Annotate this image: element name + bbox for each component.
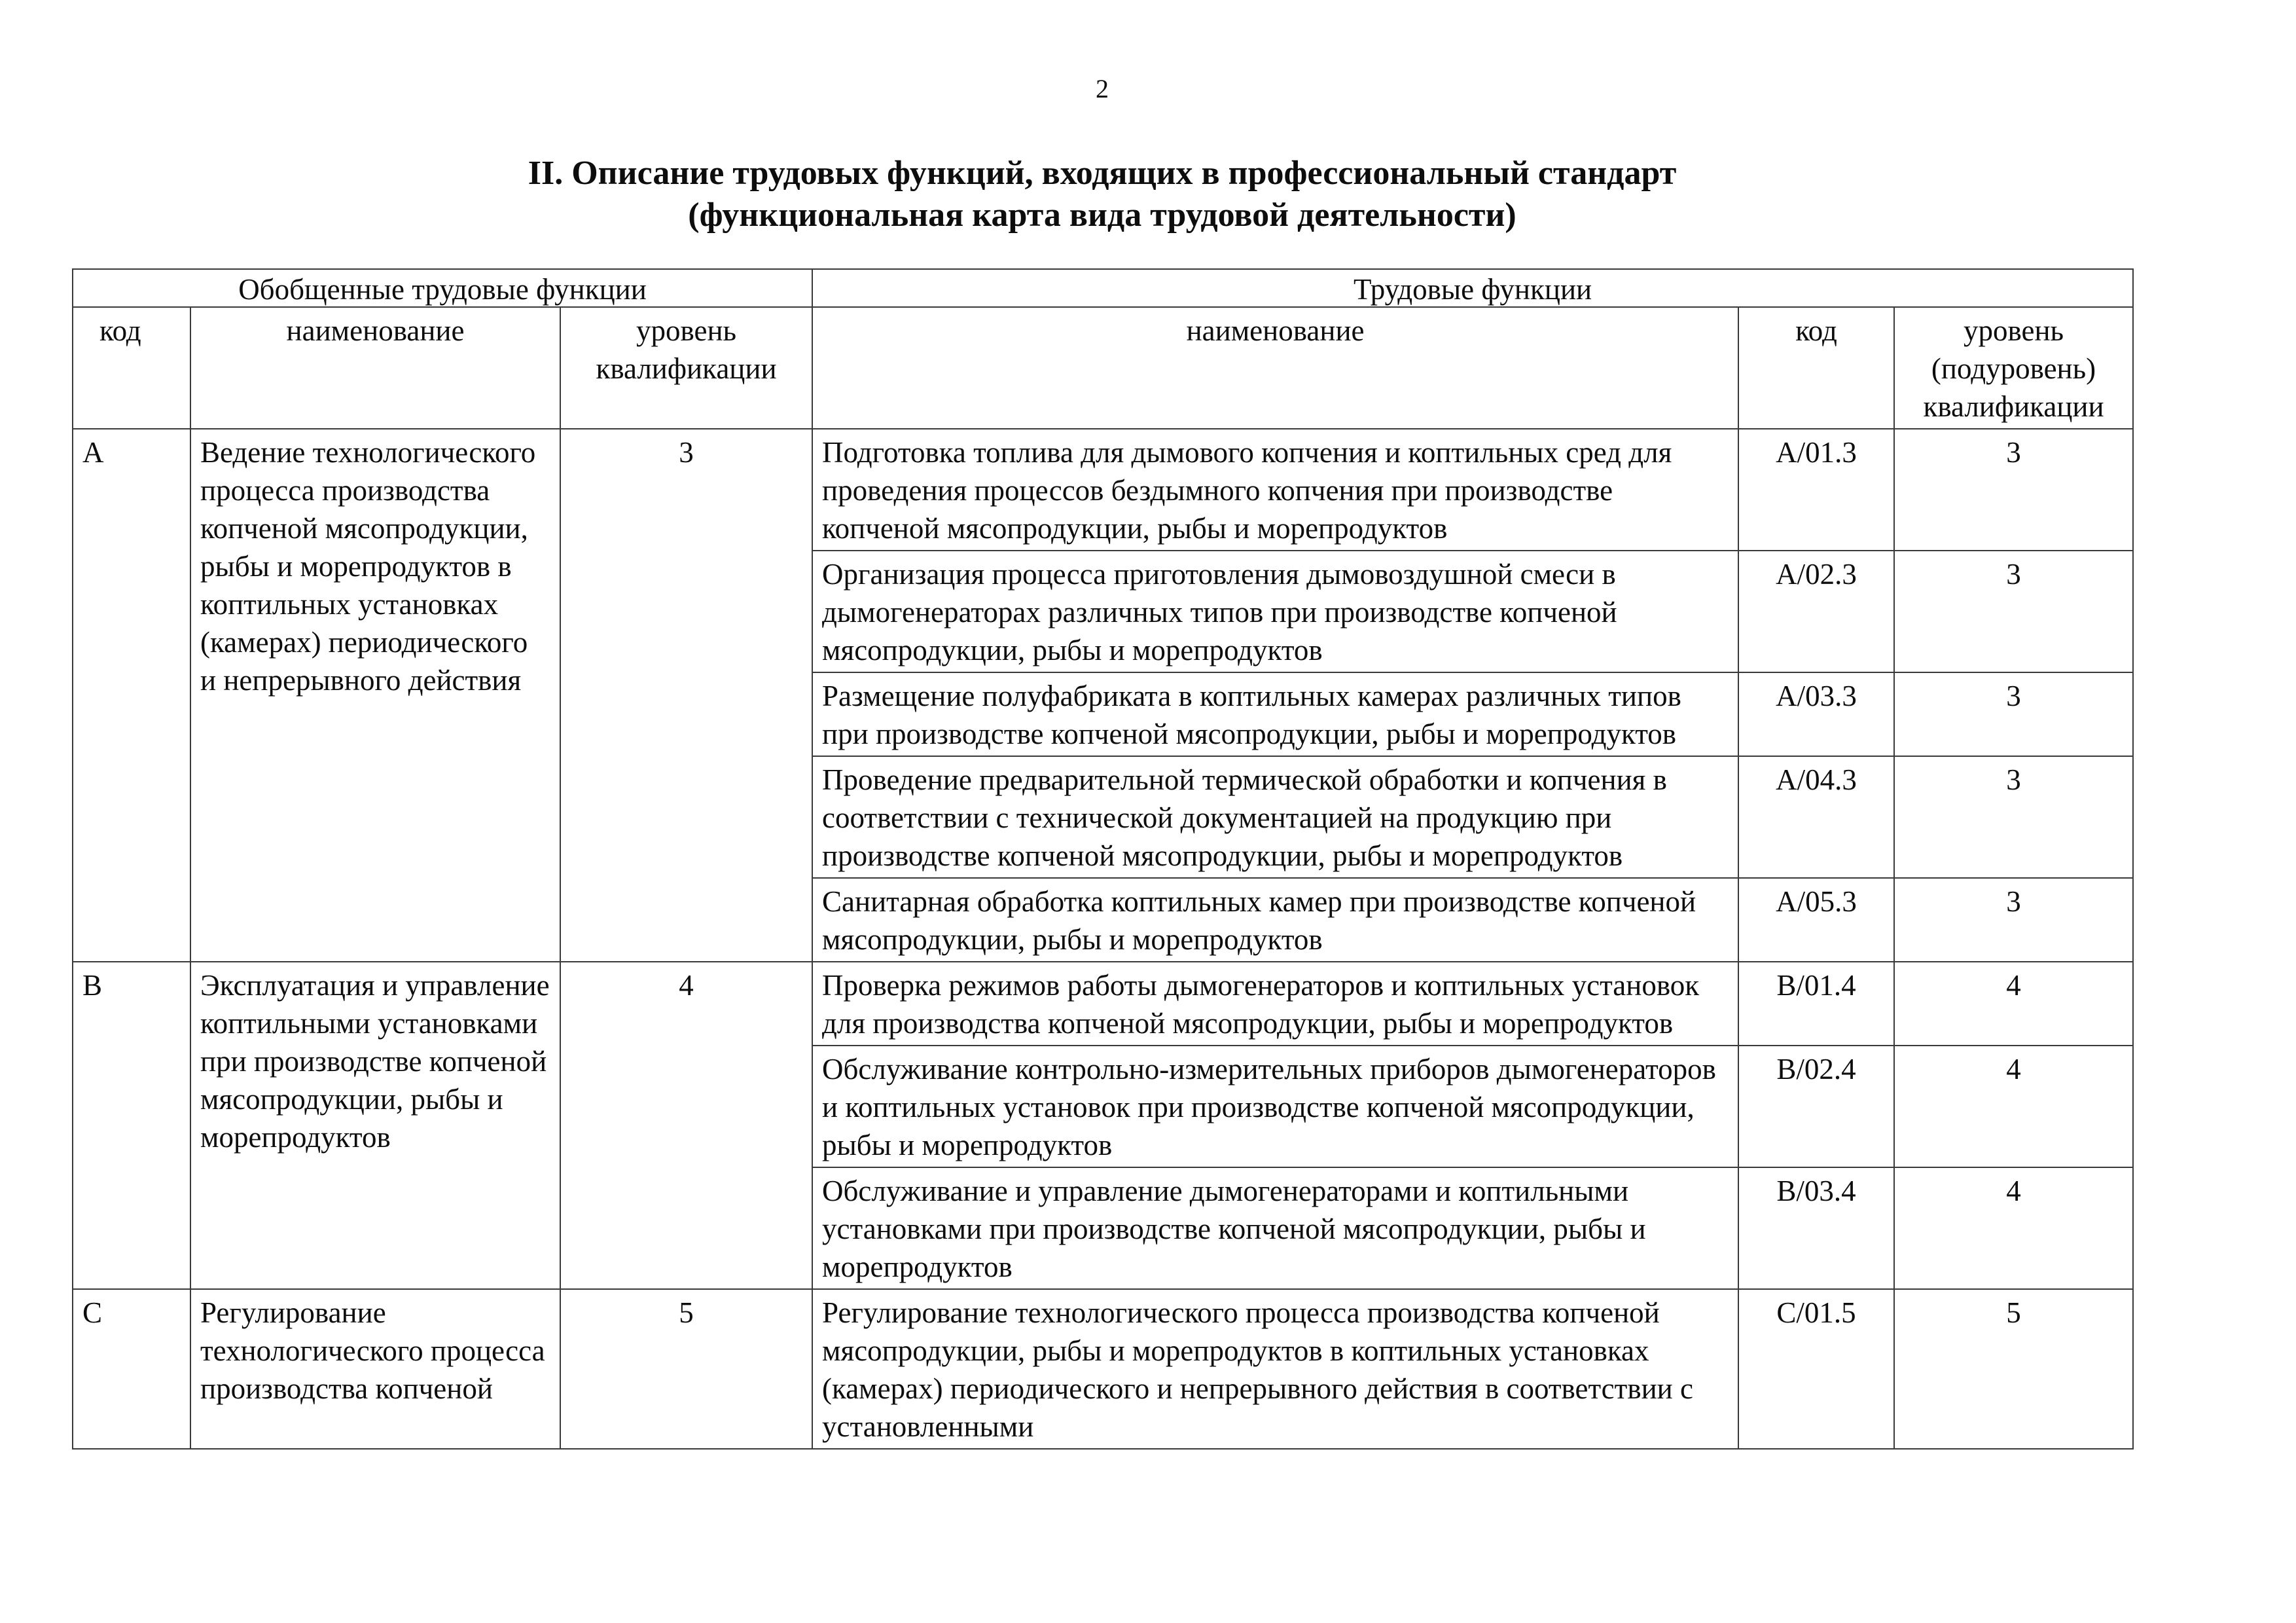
tf-code: B/03.4 (1738, 1167, 1894, 1289)
gen-level: 5 (560, 1289, 812, 1449)
tf-level: 3 (1894, 551, 2133, 672)
labor-functions-header: Трудовые функции (812, 269, 2133, 307)
group-header-row (73, 269, 2133, 307)
gen-level: 3 (560, 429, 812, 962)
tf-level: 3 (1894, 672, 2133, 756)
functional-map-table (72, 268, 2134, 1450)
tf-name: Подготовка топлива для дымового копчения и коптильных сред для проведения процессов бездымного копчения при производстве копченой мясопродукции, рыбы и морепродуктов (812, 429, 1738, 551)
gen-name: Регулирование технологического процесса производства копченой (190, 1289, 560, 1449)
tf-name-header: наименование (812, 307, 1738, 429)
gen-code: B (73, 962, 190, 1289)
gen-code: A (73, 429, 190, 962)
table-row (73, 429, 2133, 551)
tf-level: 4 (1894, 1046, 2133, 1167)
gen-code-header: код (73, 307, 190, 429)
gen-name-header: наименование (190, 307, 560, 429)
tf-code: A/05.3 (1738, 878, 1894, 962)
gen-code: C (73, 1289, 190, 1449)
tf-name: Обслуживание контрольно-измерительных приборов дымогенераторов и коптильных установок при производстве копченой мясопродукции, рыбы и морепродуктов (812, 1046, 1738, 1167)
gen-name: Эксплуатация и управление коптильными установками при производстве копченой мясопродукции, рыбы и морепродуктов (190, 962, 560, 1289)
section-title-line-2: (функциональная карта вида трудовой деятельности) (688, 196, 1516, 234)
tf-level: 3 (1894, 756, 2133, 878)
column-header-row (73, 307, 2133, 429)
gen-level: 4 (560, 962, 812, 1289)
tf-name: Размещение полуфабриката в коптильных камерах различных типов при производстве копченой мясопродукции, рыбы и морепродуктов (812, 672, 1738, 756)
tf-level: 5 (1894, 1289, 2133, 1449)
tf-level: 4 (1894, 962, 2133, 1046)
tf-level: 4 (1894, 1167, 2133, 1289)
tf-name: Регулирование технологического процесса производства копченой мясопродукции, рыбы и морепродуктов в коптильных установках (камерах) периодического и непрерывного действия в соответствии с установленными (812, 1289, 1738, 1449)
tf-code: A/01.3 (1738, 429, 1894, 551)
page-number: 2 (1096, 74, 1109, 103)
tf-code: A/02.3 (1738, 551, 1894, 672)
tf-name: Организация процесса приготовления дымовоздушной смеси в дымогенераторах различных типов при производстве копченой мясопродукции, рыбы и морепродуктов (812, 551, 1738, 672)
table-row (73, 1289, 2133, 1449)
tf-level-header: уровень (подуровень) квалификации (1894, 307, 2133, 429)
tf-name: Обслуживание и управление дымогенераторами и коптильными установками при производстве копченой мясопродукции, рыбы и морепродуктов (812, 1167, 1738, 1289)
tf-name: Проведение предварительной термической обработки и копчения в соответствии с технической документацией на продукцию при производстве копченой мясопродукции, рыбы и морепродуктов (812, 756, 1738, 878)
tf-level: 3 (1894, 878, 2133, 962)
tf-code-header: код (1738, 307, 1894, 429)
tf-code: B/02.4 (1738, 1046, 1894, 1167)
tf-name: Санитарная обработка коптильных камер при производстве копченой мясопродукции, рыбы и морепродуктов (812, 878, 1738, 962)
tf-name: Проверка режимов работы дымогенераторов и коптильных установок для производства копченой мясопродукции, рыбы и морепродуктов (812, 962, 1738, 1046)
tf-code: C/01.5 (1738, 1289, 1894, 1449)
section-title-line-1: II. Описание трудовых функций, входящих в профессиональный стандарт (528, 155, 1677, 192)
tf-code: B/01.4 (1738, 962, 1894, 1046)
table-row (73, 962, 2133, 1046)
tf-code: A/03.3 (1738, 672, 1894, 756)
generalized-functions-header: Обобщенные трудовые функции (73, 269, 812, 307)
gen-level-header: уровень квалификации (560, 307, 812, 429)
tf-level: 3 (1894, 429, 2133, 551)
tf-code: A/04.3 (1738, 756, 1894, 878)
gen-name: Ведение технологического процесса производства копченой мясопродукции, рыбы и морепродуктов в коптильных установках (камерах) периодического и непрерывного действия (190, 429, 560, 962)
